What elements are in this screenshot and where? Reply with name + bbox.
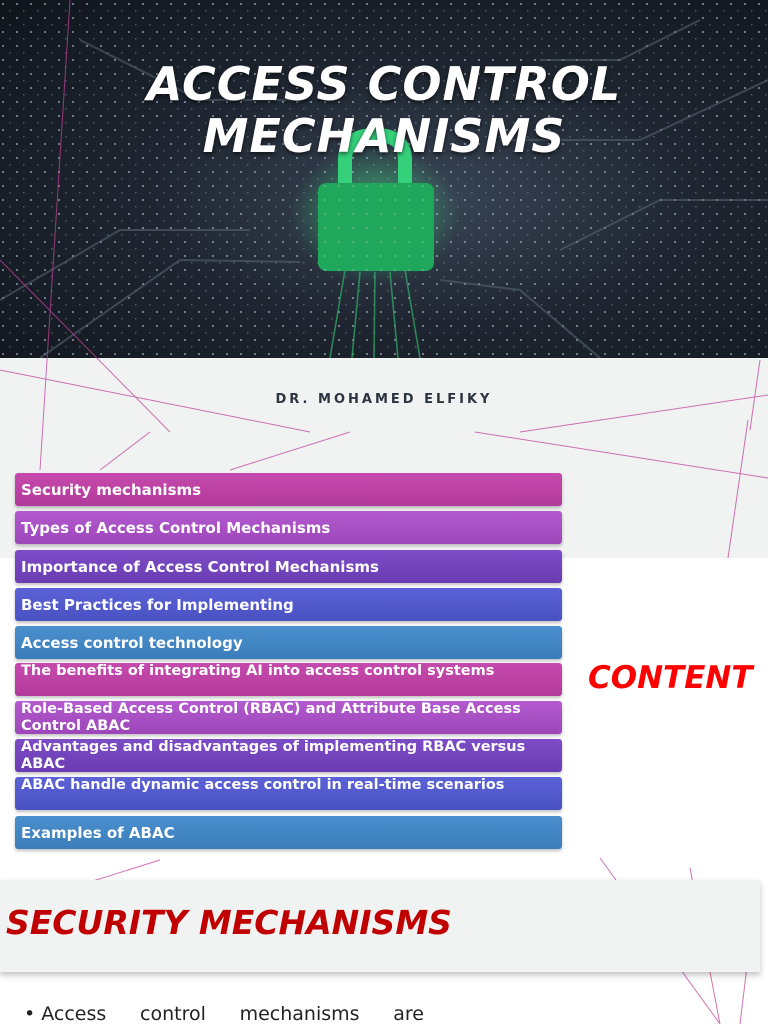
toc-item-ai-benefits[interactable]: The benefits of integrating AI into access control systems <box>15 663 562 696</box>
toc-item-security-mechanisms[interactable]: Security mechanisms <box>15 473 562 506</box>
bullet-word: control <box>140 1003 206 1024</box>
toc-item-importance[interactable]: Importance of Access Control Mechanisms <box>15 550 562 583</box>
toc-item-abac-dynamic[interactable]: ABAC handle dynamic access control in real-time scenarios <box>15 777 562 810</box>
toc-item-advantages-disadvantages[interactable]: Advantages and disadvantages of implementing RBAC versus ABAC <box>15 739 562 772</box>
toc-item-types-of-access-control[interactable]: Types of Access Control Mechanisms <box>15 511 562 544</box>
content-heading: CONTENT <box>588 660 753 696</box>
toc-item-examples-of-abac[interactable]: Examples of ABAC <box>15 816 562 849</box>
bullet-text <box>24 1003 424 1024</box>
title-line-1: ACCESS CONTROL <box>146 57 622 111</box>
circuit-board-image <box>0 0 768 358</box>
bullet-word: are <box>393 1003 424 1024</box>
bullet-word: • Access <box>24 1003 107 1024</box>
author-name: DR. MOHAMED ELFIKY <box>275 392 493 407</box>
bullet-word: mechanisms <box>239 1003 360 1024</box>
toc-item-rbac-abac[interactable]: Role-Based Access Control (RBAC) and Attribute Base Access Control ABAC <box>15 701 562 734</box>
toc-item-best-practices[interactable]: Best Practices for Implementing <box>15 588 562 621</box>
toc-item-access-control-technology[interactable]: Access control technology <box>15 626 562 659</box>
title-slide <box>0 0 768 358</box>
presentation-title <box>0 58 768 162</box>
section-title: SECURITY MECHANISMS <box>6 903 452 942</box>
title-line-2: MECHANISMS <box>202 109 566 163</box>
